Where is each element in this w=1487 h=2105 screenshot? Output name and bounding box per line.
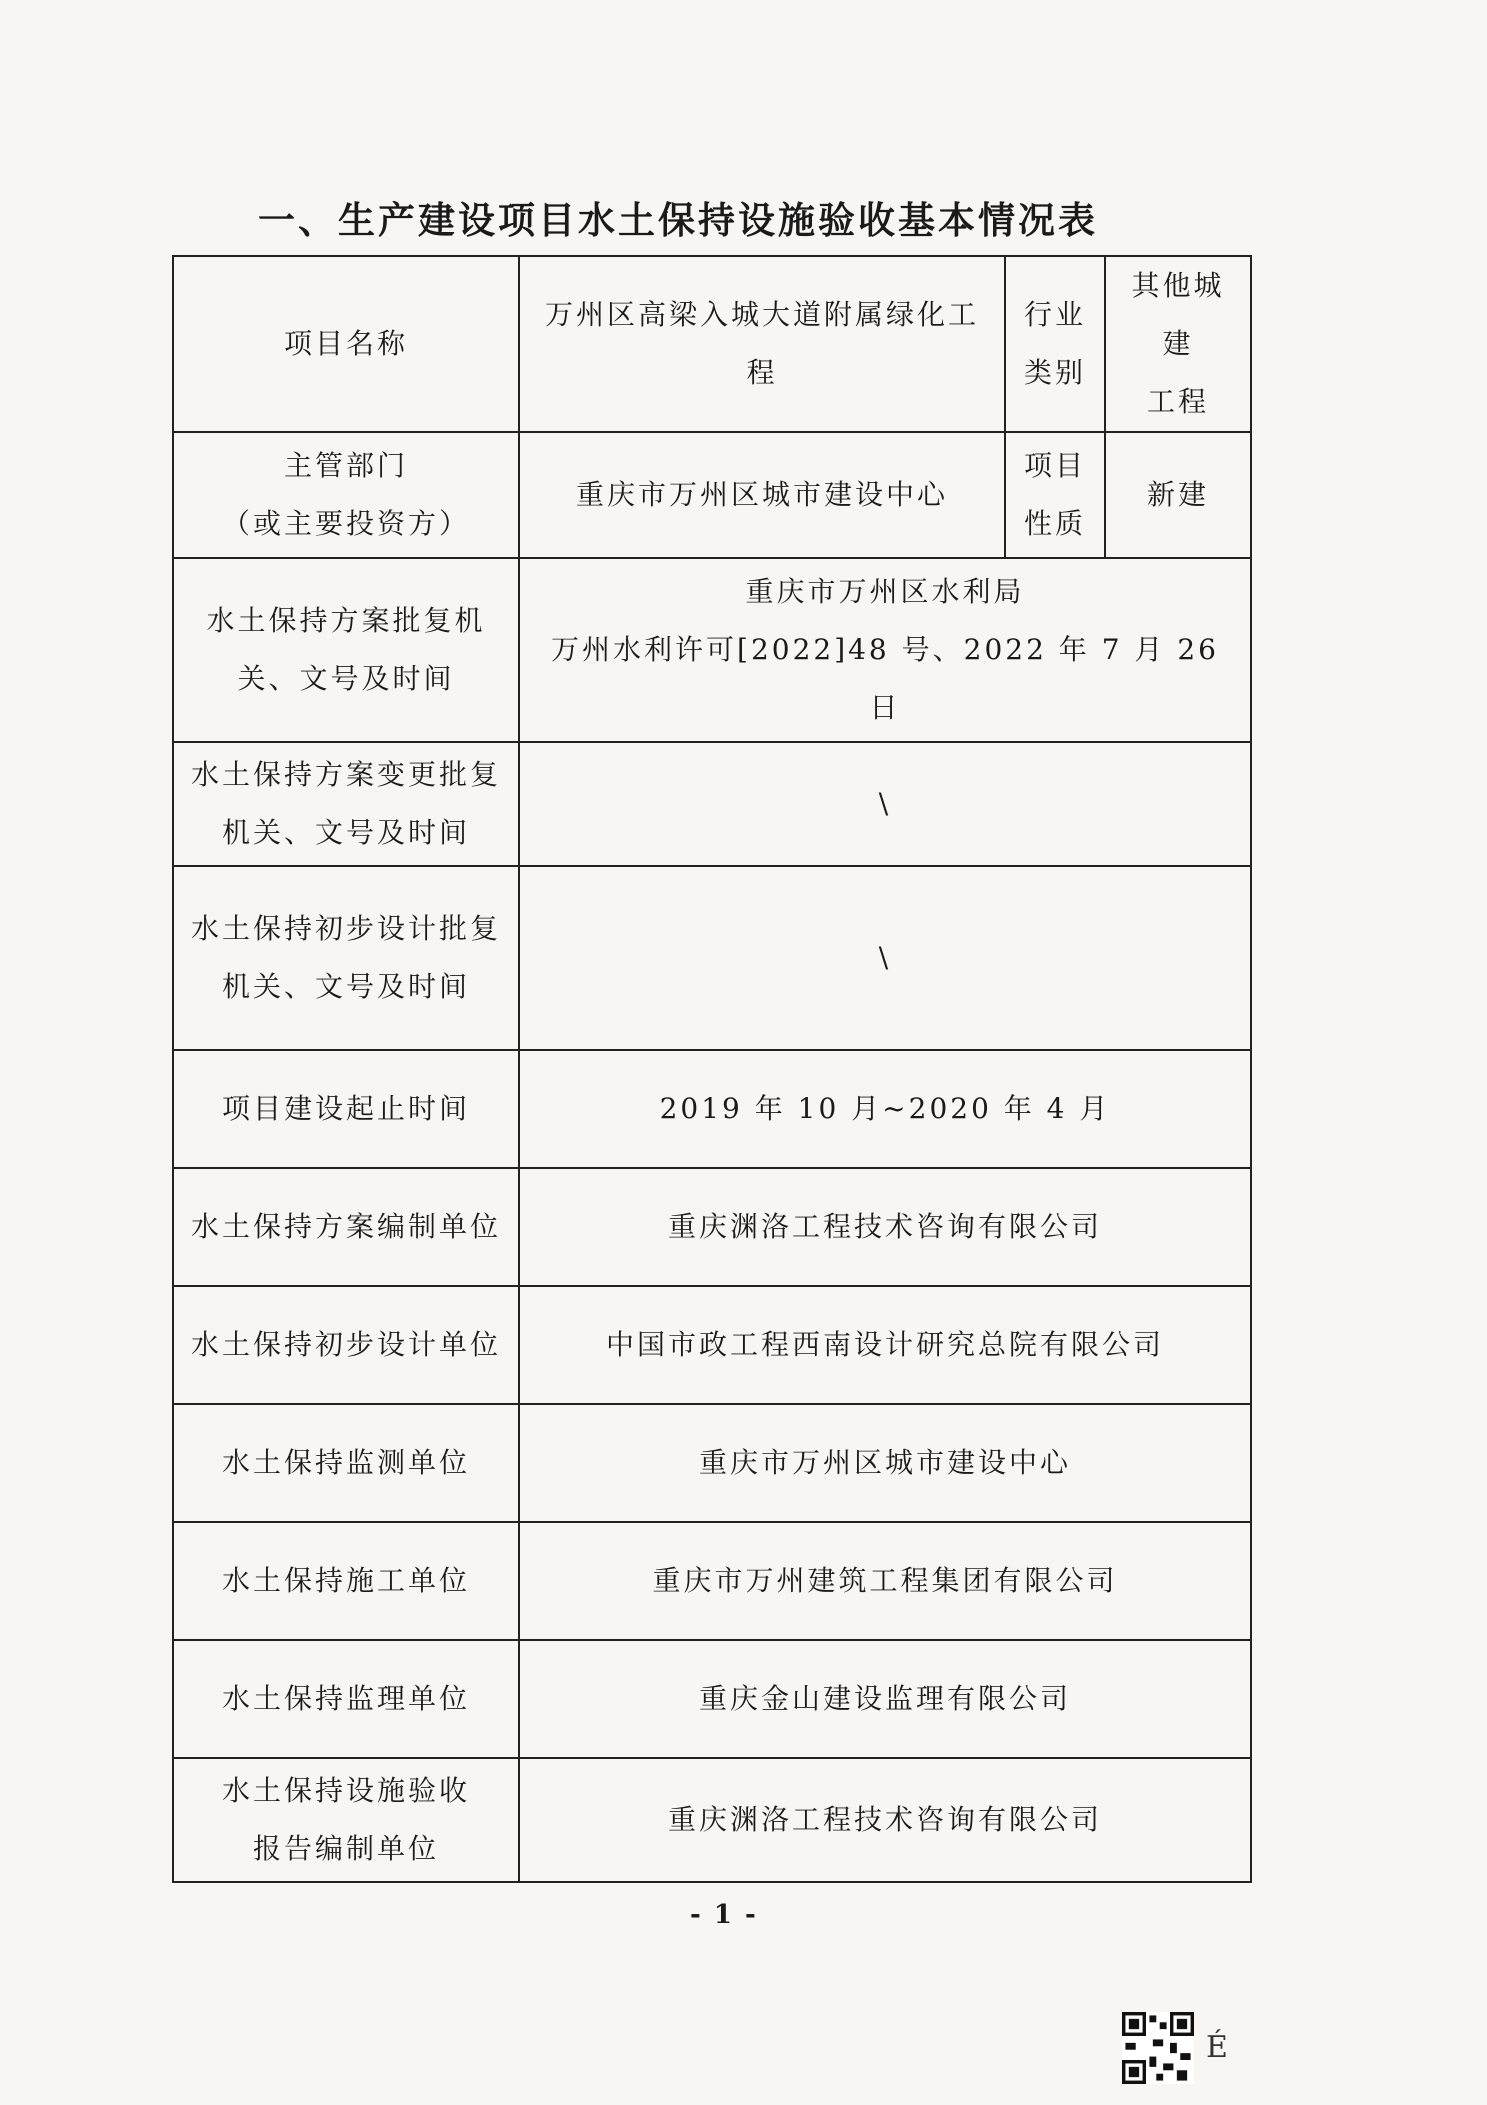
authority-label: 主管部门 （或主要投资方） bbox=[173, 432, 519, 558]
table-row bbox=[173, 256, 1251, 432]
plan-compiler-value: 重庆渊洛工程技术咨询有限公司 bbox=[519, 1168, 1251, 1286]
info-table bbox=[172, 255, 1252, 1883]
construction-unit-value: 重庆市万州建筑工程集团有限公司 bbox=[519, 1522, 1251, 1640]
qr-code-icon bbox=[1122, 2012, 1194, 2084]
project-name-label: 项目名称 bbox=[173, 256, 519, 432]
report-compiler-value: 重庆渊洛工程技术咨询有限公司 bbox=[519, 1758, 1251, 1882]
project-name-value: 万州区高梁入城大道附属绿化工 程 bbox=[519, 256, 1005, 432]
monitoring-unit-value: 重庆市万州区城市建设中心 bbox=[519, 1404, 1251, 1522]
corner-mark: É bbox=[1206, 2030, 1228, 2065]
supervision-unit-label: 水土保持监理单位 bbox=[173, 1640, 519, 1758]
table-row bbox=[173, 1286, 1251, 1404]
page-title: 一、生产建设项目水土保持设施验收基本情况表 bbox=[258, 198, 1098, 242]
table-row bbox=[173, 1050, 1251, 1168]
monitoring-unit-label: 水土保持监测单位 bbox=[173, 1404, 519, 1522]
table-row bbox=[173, 1404, 1251, 1522]
prelim-designer-value: 中国市政工程西南设计研究总院有限公司 bbox=[519, 1286, 1251, 1404]
authority-value: 重庆市万州区城市建设中心 bbox=[519, 432, 1005, 558]
plan-compiler-label: 水土保持方案编制单位 bbox=[173, 1168, 519, 1286]
industry-category-label: 行业 类别 bbox=[1005, 256, 1105, 432]
plan-change-label: 水土保持方案变更批复 机关、文号及时间 bbox=[173, 742, 519, 866]
industry-category-value: 其他城建 工程 bbox=[1105, 256, 1251, 432]
prelim-designer-label: 水土保持初步设计单位 bbox=[173, 1286, 519, 1404]
page-number: - 1 - bbox=[690, 1900, 758, 1930]
plan-change-value: \ bbox=[519, 742, 1251, 866]
prelim-design-approval-label: 水土保持初步设计批复 机关、文号及时间 bbox=[173, 866, 519, 1050]
table-row bbox=[173, 1758, 1251, 1882]
report-compiler-label: 水土保持设施验收 报告编制单位 bbox=[173, 1758, 519, 1882]
prelim-design-approval-value: \ bbox=[519, 866, 1251, 1050]
plan-approval-value: 重庆市万州区水利局 万州水利许可[2022]48 号、2022 年 7 月 26 日 bbox=[519, 558, 1251, 742]
supervision-unit-value: 重庆金山建设监理有限公司 bbox=[519, 1640, 1251, 1758]
construction-period-value: 2019 年 10 月~2020 年 4 月 bbox=[519, 1050, 1251, 1168]
project-nature-value: 新建 bbox=[1105, 432, 1251, 558]
plan-approval-label: 水土保持方案批复机 关、文号及时间 bbox=[173, 558, 519, 742]
construction-period-label: 项目建设起止时间 bbox=[173, 1050, 519, 1168]
table-row bbox=[173, 1522, 1251, 1640]
project-nature-label: 项目 性质 bbox=[1005, 432, 1105, 558]
table-row bbox=[173, 1640, 1251, 1758]
table-row bbox=[173, 558, 1251, 742]
table-row bbox=[173, 432, 1251, 558]
table-row bbox=[173, 866, 1251, 1050]
table-row bbox=[173, 1168, 1251, 1286]
table-row bbox=[173, 742, 1251, 866]
construction-unit-label: 水土保持施工单位 bbox=[173, 1522, 519, 1640]
